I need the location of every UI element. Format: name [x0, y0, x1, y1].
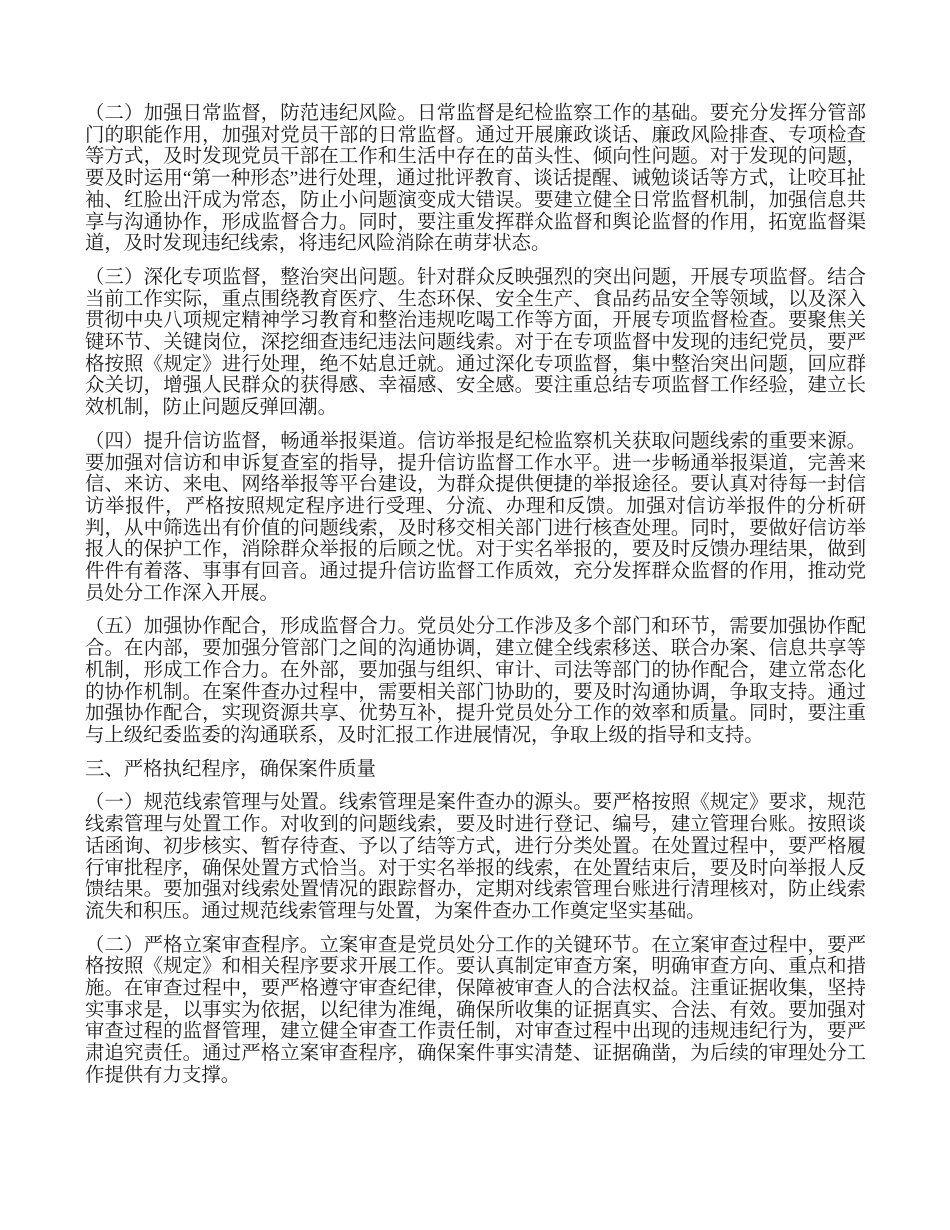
paragraph-special-supervision: （三）深化专项监督，整治突出问题。针对群众反映强烈的突出问题，开展专项监督。结合当前工作实际，重点围绕教育医疗、生态环保、安全生产、食品药品安全等领域，以及深入贯彻中央八项规定精神学习教育和整治违规吃喝工作等方面，开展专项监督检查。要聚焦关键环节、关键岗位，深挖细查违纪违法问题线索。对于在专项监督中发现的违纪党员，要严格按照《规定》进行处理，绝不姑息迁就。通过深化专项监督，集中整治突出问题，回应群众关切，增强人民群众的获得感、幸福感、安全感。要注重总结专项监督工作经验，建立长效机制，防止问题反弹回潮。	[85, 266, 866, 419]
section-heading-discipline-procedure: 三、严格执纪程序，确保案件质量	[85, 758, 376, 780]
paragraph-coordination: （五）加强协作配合，形成监督合力。党员处分工作涉及多个部门和环节，需要加强协作配合。在内部，要加强分管部门之间的沟通协调，建立健全线索移送、联合办案、信息共享等机制，形成工作合力。在外部，要加强与组织、审计、司法等部门的协作配合，建立常态化的协作机制。在案件查办过程中，需要相关部门协助的，要及时沟通协调，争取支持。通过加强协作配合，实现资源共享、优势互补，提升党员处分工作的效率和质量。同时，要注重与上级纪委监委的沟通联系，及时汇报工作进展情况，争取上级的指导和支持。	[85, 616, 866, 746]
paragraph-daily-supervision: （二）加强日常监督，防范违纪风险。日常监督是纪检监察工作的基础。要充分发挥分管部门的职能作用，加强对党员干部的日常监督。通过开展廉政谈话、廉政风险排查、专项检查等方式，及时发现党员干部在工作和生活中存在的苗头性、倾向性问题。对于发现的问题，要及时运用“第一种形态”进行处理，通过批评教育、谈话提醒、诫勉谈话等方式，让咬耳扯袖、红脸出汗成为常态，防止小问题演变成大错误。要建立健全日常监督机制，加强信息共享与沟通协作，形成监督合力。同时，要注重发挥群众监督和舆论监督的作用，拓宽监督渠道，及时发现违纪线索，将违纪风险消除在萌芽状态。	[85, 103, 866, 255]
paragraph-clue-management: （一）规范线索管理与处置。线索管理是案件查办的源头。要严格按照《规定》要求，规范线索管理与处置工作。对收到的问题线索，要及时进行登记、编号，建立管理台账。按照谈话函询、初步核实、暂存待查、予以了结等方式，进行分类处置。在处置过程中，要严格履行审批程序，确保处置方式恰当。对于实名举报的线索，在处置结束后，要及时向举报人反馈结果。要加强对线索处置情况的跟踪督办，定期对线索管理台账进行清理核对，防止线索流失和积压。通过规范线索管理与处置，为案件查办工作奠定坚实基础。	[85, 792, 866, 922]
paragraph-case-review: （二）严格立案审查程序。立案审查是党员处分工作的关键环节。在立案审查过程中，要严格按照《规定》和相关程序要求开展工作。要认真制定审查方案，明确审查方向、重点和措施。在审查过程中，要严格遵守审查纪律，保障被审查人的合法权益。注重证据收集，坚持实事求是，以事实为依据，以纪律为准绳，确保所收集的证据真实、合法、有效。要加强对审查过程的监督管理，建立健全审查工作责任制，对审查过程中出现的违规违纪行为，要严肃追究责任。通过严格立案审查程序，确保案件事实清楚、证据确凿，为后续的审理处分工作提供有力支撑。	[85, 934, 866, 1086]
paragraph-petition-supervision: （四）提升信访监督，畅通举报渠道。信访举报是纪检监察机关获取问题线索的重要来源。要加强对信访和申诉复查室的指导，提升信访监督工作水平。进一步畅通举报渠道，完善来信、来访、来电、网络举报等平台建设，为群众提供便捷的举报途径。要认真对待每一封信访举报件，严格按照规定程序进行受理、分流、办理和反馈。加强对信访举报件的分析研判，从中筛选出有价值的问题线索，及时移交相关部门进行核查处理。同时，要做好信访举报人的保护工作，消除群众举报的后顾之忧。对于实名举报的，要及时反馈办理结果，做到件件有着落、事事有回音。通过提升信访监督工作质效，充分发挥群众监督的作用，推动党员处分工作深入开展。	[85, 430, 866, 604]
document-text-block	[85, 103, 866, 1099]
